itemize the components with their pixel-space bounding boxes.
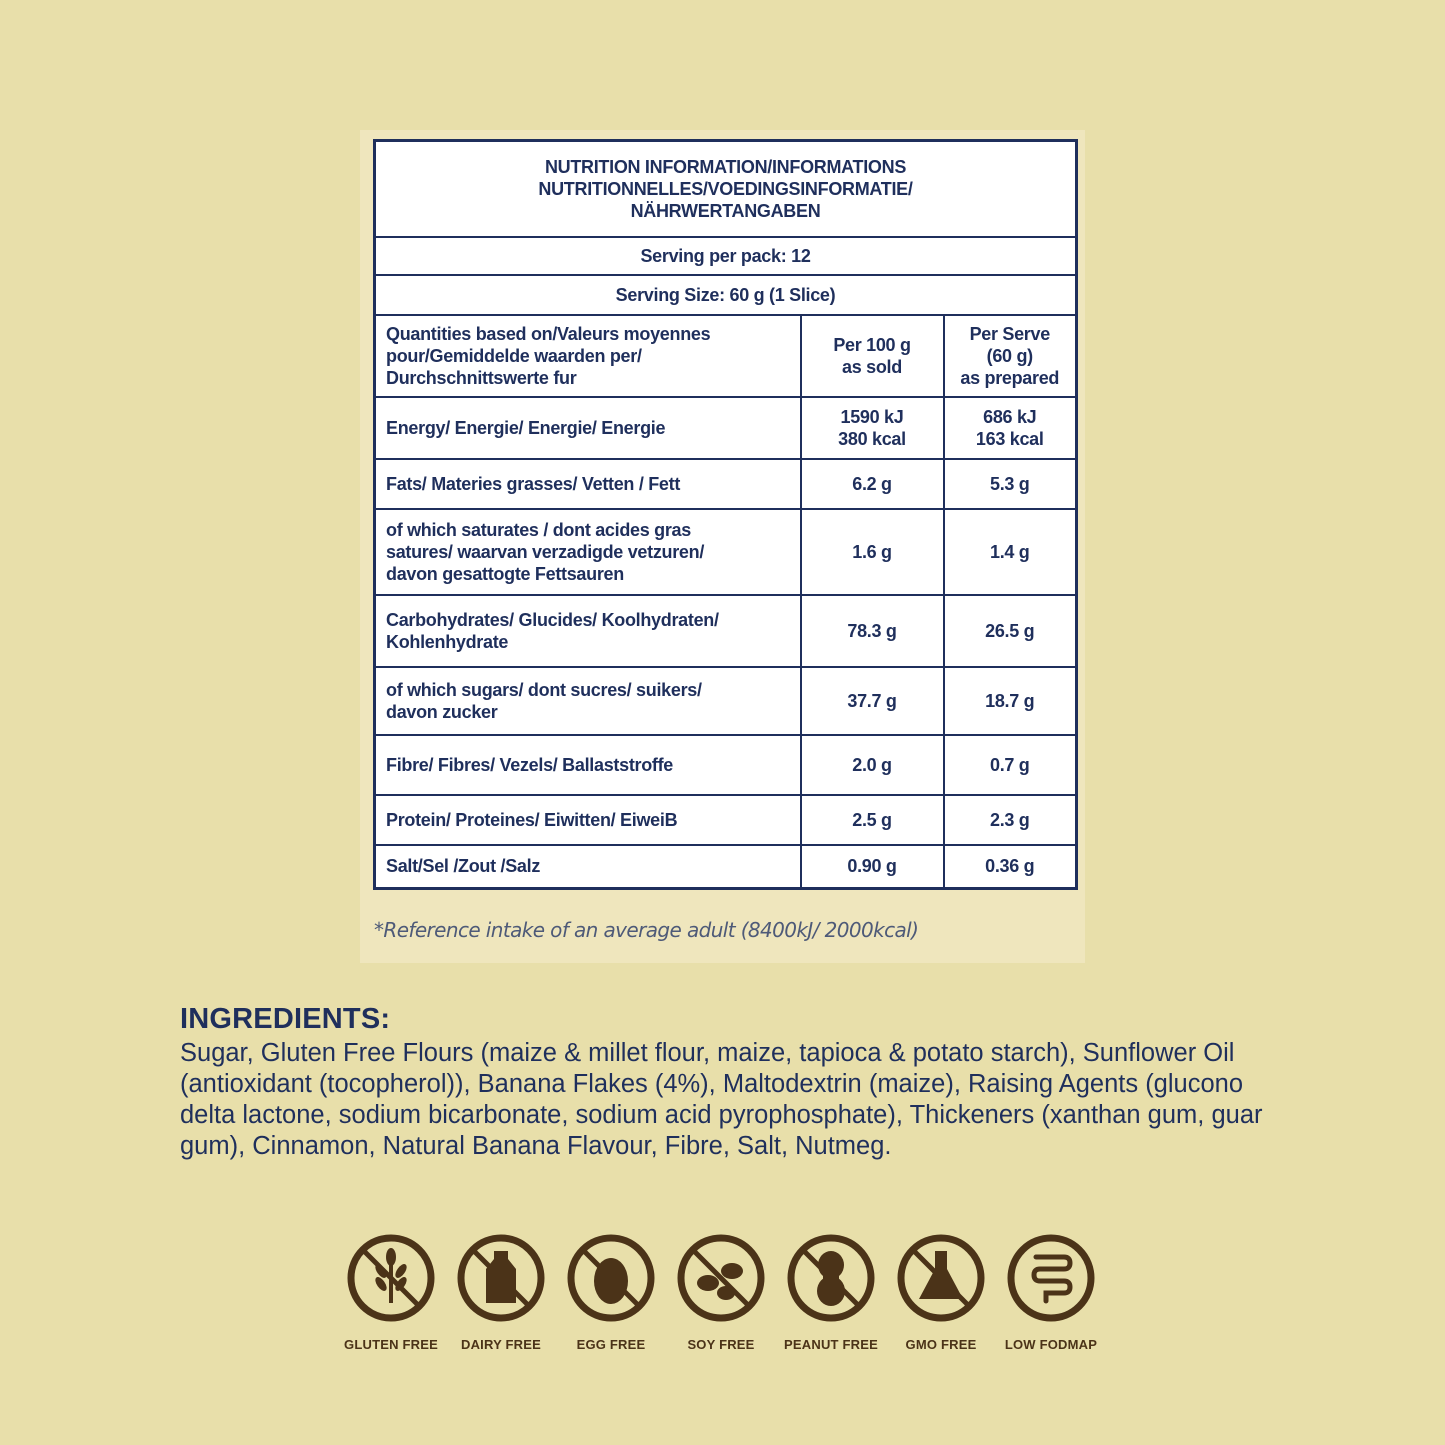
milk-bottle-crossed-icon [456,1233,546,1323]
row-per-serve: 1.4 g [944,509,1077,595]
header-per-serve: Per Serve (60 g) as prepared [944,315,1077,397]
header-label: Quantities based on/Valeurs moyennes pour/Gemiddelde waarden per/ Durchschnittswerte fur [375,315,801,397]
allergen-badges [336,1233,1116,1363]
row-per-100g: 2.0 g [801,735,944,795]
row-label: Fibre/ Fibres/ Vezels/ Ballaststroffe [375,735,801,795]
badge-gmo-free [886,1233,996,1352]
soybeans-crossed-icon [676,1233,766,1323]
row-per-serve: 2.3 g [944,795,1077,845]
badge-low-fodmap [996,1233,1106,1352]
row-per-100g: 1590 kJ 380 kcal [801,397,944,459]
row-per-serve: 0.7 g [944,735,1077,795]
egg-crossed-icon [566,1233,656,1323]
wheat-crossed-icon [346,1233,436,1323]
row-label: Energy/ Energie/ Energie/ Energie [375,397,801,459]
badge-label: DAIRY FREE [460,1337,541,1352]
badge-peanut-free [776,1233,886,1352]
table-row [375,459,1077,509]
row-label: Fats/ Materies grasses/ Vetten / Fett [375,459,801,509]
table-row [375,509,1077,595]
badge-label: LOW FODMAP [1004,1337,1098,1352]
badge-label: SOY FREE [687,1337,755,1352]
row-label: of which sugars/ dont sucres/ suikers/ davon zucker [375,667,801,735]
table-row [375,735,1077,795]
header-per-100g: Per 100 g as sold [801,315,944,397]
row-per-100g: 78.3 g [801,595,944,667]
serving-size: Serving Size: 60 g (1 Slice) [375,275,1077,315]
row-label: Protein/ Proteines/ Eiwitten/ EiweiB [375,795,801,845]
badge-soy-free [666,1233,776,1352]
nutrition-table [373,139,1078,890]
intestine-icon [1006,1233,1096,1323]
reference-intake-footnote: *Reference intake of an average adult (8400kJ/ 2000kcal) [374,918,919,942]
badge-gluten-free [336,1233,446,1352]
row-label: of which saturates / dont acides gras satures/ waarvan verzadigde vetzuren/ davon gesattogte Fettsauren [375,509,801,595]
flask-crossed-icon [896,1233,986,1323]
table-row [375,397,1077,459]
ingredients-text: Sugar, Gluten Free Flours (maize & millet flour, maize, tapioca & potato starch), Sunflower Oil (antioxidant (tocopherol)), Banana Flakes (4%), Maltodextrin (maize), Raising Agents (glucono delta lactone, sodium bicarbonate, sodium acid pyrophosphate), Thickeners (xanthan gum, guar gum), Cinnamon, Natural Banana Flavour, Fibre, Salt, Nutmeg. [180,1039,1263,1160]
badge-egg-free [556,1233,666,1352]
row-per-serve: 26.5 g [944,595,1077,667]
row-per-serve: 686 kJ 163 kcal [944,397,1077,459]
row-per-serve: 18.7 g [944,667,1077,735]
row-per-100g: 0.90 g [801,845,944,889]
row-label: Salt/Sel /Zout /Salz [375,845,801,889]
serving-per-pack: Serving per pack: 12 [375,237,1077,275]
ingredients-heading: INGREDIENTS: [180,1003,391,1035]
table-row [375,667,1077,735]
row-per-100g: 2.5 g [801,795,944,845]
table-row [375,795,1077,845]
row-per-100g: 1.6 g [801,509,944,595]
badge-label: GLUTEN FREE [344,1337,438,1352]
nutrition-title: NUTRITION INFORMATION/INFORMATIONS NUTRITIONNELLES/VOEDINGSINFORMATIE/ NÄHRWERTANGABEN [375,141,1077,237]
peanut-crossed-icon [786,1233,876,1323]
row-per-serve: 0.36 g [944,845,1077,889]
row-per-serve: 5.3 g [944,459,1077,509]
badge-label: EGG FREE [576,1337,646,1352]
table-row [375,845,1077,889]
row-per-100g: 37.7 g [801,667,944,735]
row-label: Carbohydrates/ Glucides/ Koolhydraten/ Kohlenhydrate [375,595,801,667]
badge-label: PEANUT FREE [784,1337,878,1352]
badge-label: GMO FREE [905,1337,977,1352]
table-row [375,595,1077,667]
row-per-100g: 6.2 g [801,459,944,509]
badge-dairy-free [446,1233,556,1352]
